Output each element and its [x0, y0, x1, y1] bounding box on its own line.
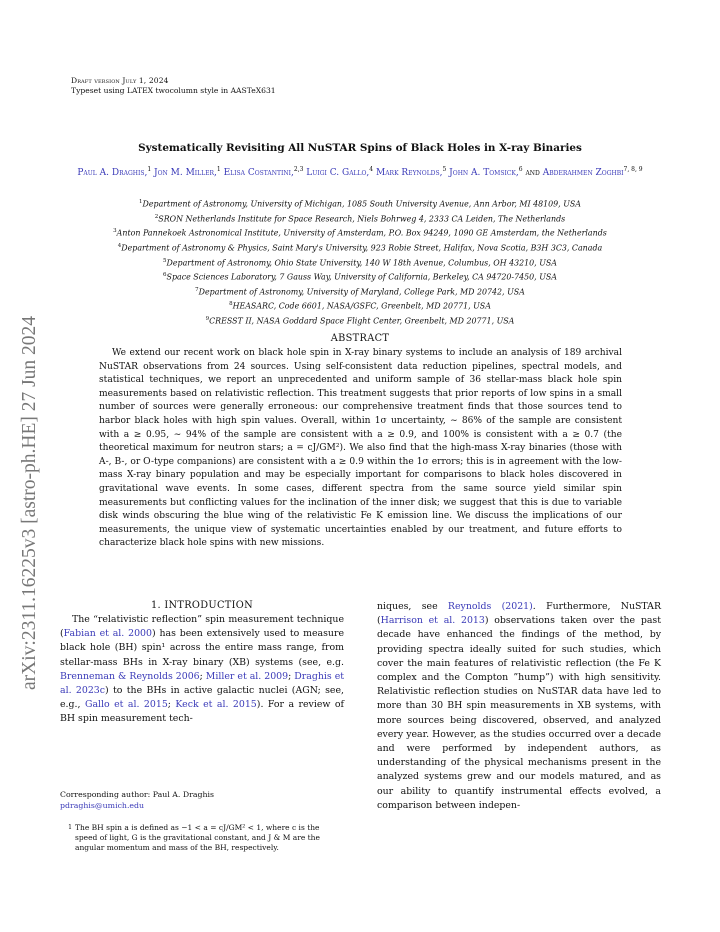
author-affiliation-mark: 4 [369, 166, 374, 173]
affiliation-text: SRON Netherlands Institute for Space Research, Niels Bohrweg 4, 2333 CA Leiden, The Netherlands [158, 214, 566, 224]
affiliation-line [60, 196, 660, 211]
author-name[interactable]: Elisa Costantini, [223, 168, 294, 178]
affiliation-number: 6 [163, 272, 167, 279]
body-text: ) to the BHs in active galactic nuclei (AGN; see, e.g., [60, 685, 344, 711]
affiliation-number: 8 [229, 301, 233, 308]
body-text: niques, see [377, 601, 448, 612]
affiliation-number: 5 [163, 257, 167, 264]
author-affiliation-mark: 2,3 [293, 166, 304, 173]
affiliation-text: Anton Pannekoek Astronomical Institute, University of Amsterdam, P.O. Box 94249, 1090 GE Amsterdam, the Netherlands [116, 228, 607, 238]
author-affiliation-mark: 1 [147, 166, 152, 173]
body-text: ; [199, 670, 206, 682]
citation-link[interactable]: Brenneman & Reynolds 2006 [60, 670, 200, 682]
affiliation-line [60, 313, 660, 328]
typeset-line: Typeset using LATEX twocolumn style in AASTeX631 [71, 86, 276, 95]
footnote-text: The BH spin a is defined as −1 < a = cJ/GM² < 1, where c is the speed of light, G is the gravitational constant, and J & M are the angular momentum and mass of the BH, respectively. [75, 823, 320, 852]
citation-link[interactable]: Keck et al. 2015 [175, 699, 257, 711]
affiliation-text: Department of Astronomy, University of Michigan, 1085 South University Avenue, Ann Arbor, MI 48109, USA [142, 199, 581, 209]
body-text: ). For a review of BH spin measurement tech- [60, 699, 344, 725]
citation-link[interactable]: Miller et al. 2009 [205, 670, 289, 682]
affiliation-text: Department of Astronomy & Physics, Saint Mary's University, 923 Robie Street, Halifax, Nova Scotia, B3H 3C3, Canada [121, 243, 603, 253]
author-list [60, 163, 660, 180]
author-affiliation-mark: 1 [216, 166, 221, 173]
corresponding-author: Corresponding author: Paul A. Draghis [60, 790, 215, 799]
right-column [377, 600, 661, 813]
draft-version-line: Draft version July 1, 2024 [71, 76, 169, 85]
author-name[interactable]: Jon M. Miller, [154, 168, 217, 178]
citation-link[interactable]: Reynolds (2021) [447, 601, 533, 612]
affiliation-line [60, 269, 660, 284]
abstract-text: We extend our recent work on black hole spin in X-ray binary systems to include an analysis of 189 archival NuSTAR observations from 24 sources. Using self-consistent data reduction pipelines, spectral models, and statistical techniques, we report an unprecedented and uniform sample of 36 stellar-mass black hole spin measurements based on relativistic reflection. This treatment suggests that prior reports of low spins in a small number of sources were generally erroneous: our comprehensive treatment finds that those sources tend to harbor black holes with high spin values. Overall, within 1σ uncertainty, ∼ 86% of the sample are consistent with a ≥ 0.95, ∼ 94% of the sample are consistent with a ≥ 0.9, and 100% is consistent with a ≥ 0.7 (the theoretical maximum for neutron stars; a = cJ/GM²). We also find that the high-mass X-ray binaries (those with A-, B-, or O-type companions) are consistent with a ≥ 0.9 within the 1σ errors; this is in agreement with the low-mass X-ray binary population and may be especially important for comparisons to black holes discovered in gravitational wave events. In some cases, different spectra from the same source yield similar spin measurements but conflicting values for the inclination of the inner disk; we suggest that this is due to variable disk winds obscuring the blue wing of the relativistic Fe K emission line. We discuss the implications of our measurements, the unique view of systematic uncertainties enabled by our treatment, and future efforts to characterize black hole spins with new missions. [99, 348, 622, 549]
abstract-heading: ABSTRACT [330, 333, 390, 344]
affiliation-text: Department of Astronomy, Ohio State University, 140 W 18th Avenue, Columbus, OH 43210, USA [166, 258, 557, 268]
affiliation-line [60, 225, 660, 240]
citation-link[interactable]: Fabian et al. 2000 [63, 628, 152, 640]
affiliation-list [60, 196, 660, 328]
footnote-mark: 1 [68, 824, 72, 831]
affiliation-text: CRESST II, NASA Goddard Space Flight Center, Greenbelt, MD 20771, USA [209, 316, 515, 326]
footnote [60, 823, 344, 853]
author-affiliation-mark: 7, 8, 9 [623, 166, 643, 173]
affiliation-line [60, 240, 660, 255]
left-column [60, 599, 344, 727]
correspondence-block [60, 789, 344, 811]
affiliation-text: HEASARC, Code 6601, NASA/GSFC, Greenbelt, MD 20771, USA [232, 302, 491, 311]
body-text: The “relativistic reflection” spin measurement technique ( [60, 614, 344, 640]
section-heading-introduction: 1. INTRODUCTION [151, 600, 253, 611]
arxiv-identifier-stamp: arXiv:2311.16225v3 [astro-ph.HE] 27 Jun 2024 [19, 315, 40, 690]
body-text: . Furthermore, NuSTAR ( [377, 601, 661, 627]
affiliation-number: 1 [139, 199, 143, 205]
affiliation-line [60, 211, 660, 226]
author-affiliation-mark: 5 [442, 166, 447, 173]
paper-title: Systematically Revisiting All NuSTAR Spins of Black Holes in X-ray Binaries [138, 142, 582, 154]
citation-link[interactable]: Gallo et al. 2015 [84, 699, 168, 711]
affiliation-number: 4 [117, 242, 122, 249]
author-name[interactable]: Luigi C. Gallo, [306, 168, 370, 178]
body-text: ; [167, 699, 176, 711]
author-name[interactable]: Paul A. Draghis, [77, 168, 148, 178]
affiliation-number: 9 [205, 316, 210, 322]
intro-paragraph-left [60, 613, 344, 727]
author-name[interactable]: John A. Tomsick, [449, 168, 519, 178]
affiliation-line [60, 284, 660, 299]
author-name[interactable]: Abderahmen Zoghbi [542, 168, 624, 178]
author-conjunction: and [525, 168, 540, 178]
body-text: ; [288, 670, 295, 682]
author-affiliation-mark: 6 [518, 166, 523, 173]
affiliation-line [60, 298, 660, 313]
affiliation-number: 7 [195, 286, 199, 293]
citation-link[interactable]: Draghis et al. 2023c [60, 670, 345, 697]
intro-paragraph-right [377, 600, 661, 813]
citation-link[interactable]: Harrison et al. 2013 [380, 615, 485, 627]
affiliation-number: 2 [154, 213, 159, 220]
affiliation-text: Department of Astronomy, University of Maryland, College Park, MD 20742, USA [198, 287, 525, 297]
body-text: ) observations taken over the past decade have enhanced the findings of the method, by providing spectra ideally suited for such studies, which cover the main features of relativistic reflection (the Fe K complex and the Compton ”hump”) with high sensitivity. Relativistic reflection studies on NuSTAR data have led to more than 30 BH spin measurements in XB systems, with more sources being discovered, observed, and analyzed every year. However, as the studies occurred over a decade and were performed by independent authors, as understanding of the physical mechanisms present in the analyzed systems grew and our models matured, and as our ability to quantify instrumental effects evolved, a comparison between indepen- [377, 615, 661, 811]
author-name[interactable]: Mark Reynolds, [376, 168, 443, 178]
affiliation-line [60, 255, 660, 270]
affiliation-text: Space Sciences Laboratory, 7 Gauss Way, University of California, Berkeley, CA 94720-7450, USA [166, 272, 557, 282]
affiliation-number: 3 [113, 228, 117, 235]
corresponding-email-link[interactable]: pdraghis@umich.edu [60, 801, 145, 810]
body-text: ) has been extensively used to measure black hole (BH) spin¹ across the entire mass range, from stellar-mass BHs in X-ray binary (XB) systems (see, e.g. [60, 628, 344, 668]
